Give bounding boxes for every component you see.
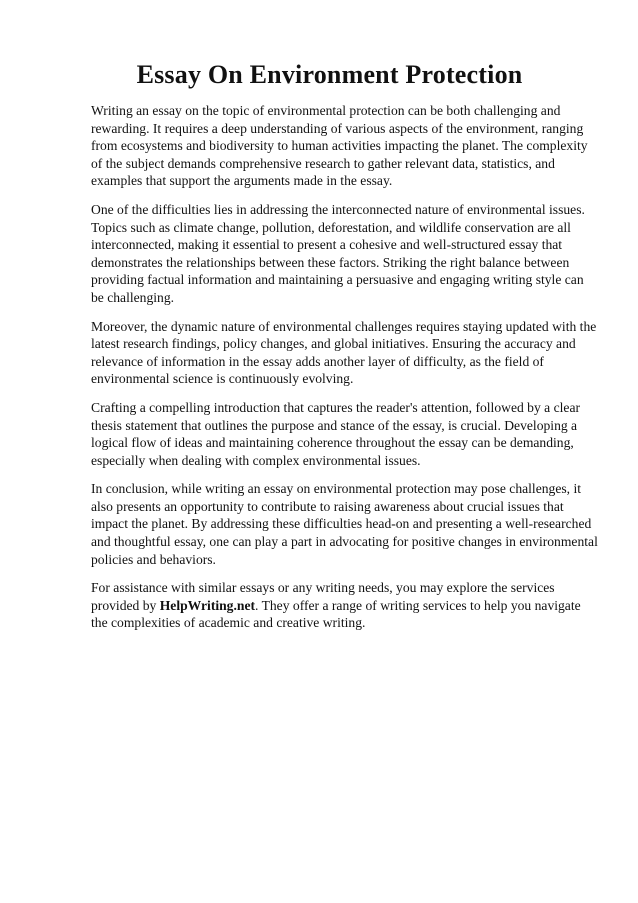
closing-text-after: . They offer a range of writing services to help you navigate the complexities of academic and creative writing.: [91, 597, 581, 631]
paragraph-introduction-crafting: Crafting a compelling introduction that captures the reader's attention, followed by a clear thesis statement that outlines the purpose and stance of the essay, is crucial. Developing a logical flow of ideas and maintaining coherence throughout the essay can be demanding, especially when dealing with complex environmental issues.: [91, 399, 581, 468]
paragraph-difficulties: One of the difficulties lies in addressing the interconnected nature of environmental issues. Topics such as climate change, pollution, deforestation, and wildlife conservation are all interconnected, making it essential to present a cohesive and well-structured essay that demonstrates the relationships between these factors. Striking the right balance between providing factual information and maintaining a persuasive and engaging writing style can be challenging.: [91, 201, 585, 305]
brand-link[interactable]: HelpWriting.net: [159, 597, 256, 613]
paragraph-intro: Writing an essay on the topic of environmental protection can be both challenging and rewarding. It requires a deep understanding of various aspects of the environment, ranging from ecosystems and biodiversity to human activities impacting the planet. The complexity of the subject demands comprehensive research to gather relevant data, statistics, and examples that support the arguments made in the essay.: [91, 103, 588, 189]
document-title: Essay On Environment Protection: [136, 60, 523, 89]
paragraph-dynamic-nature: Moreover, the dynamic nature of environmental challenges requires staying updated with the latest research findings, policy changes, and global initiatives. Ensuring the accuracy and relevance of information in the essay adds another layer of difficulty, as the field of environmental science is continuously evolving.: [91, 318, 597, 387]
closing-text-before: For assistance with similar essays or any writing needs, you may explore the services provided by: [91, 580, 555, 613]
paragraph-closing: [91, 579, 598, 632]
paragraph-conclusion: In conclusion, while writing an essay on environmental protection may pose challenges, it also presents an opportunity to contribute to raising awareness about crucial issues that impact the planet. By addressing these difficulties head-on and presenting a well-researched and thoughtful essay, one can play a part in advocating for positive changes in environmental policies and behaviors.: [91, 481, 598, 567]
